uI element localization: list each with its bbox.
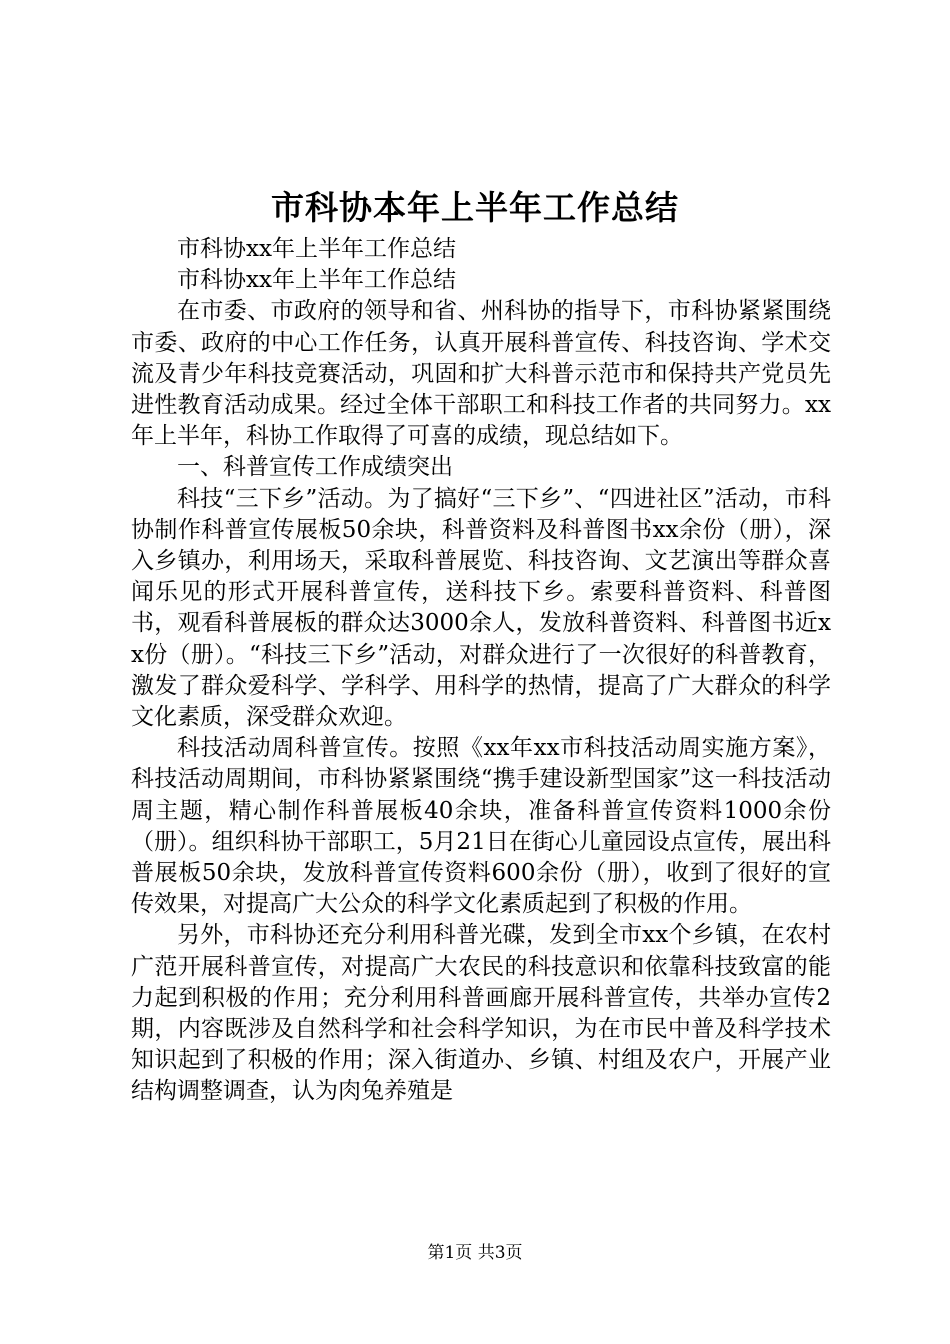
page-number-footer: 第1页 共3页 [427, 1243, 523, 1263]
section-heading: 一、科普宣传工作成绩突出 [177, 454, 453, 481]
subtitle-line: 市科协xx年上半年工作总结 [177, 236, 456, 262]
document-title: 市科协本年上半年工作总结 [271, 188, 679, 227]
body-paragraph: 科技活动周科普宣传。按照《xx年xx市科技活动周实施方案》，科技活动周期间，市科协紧紧围绕“携手建设新型国家”这一科技活动周主题，精心制作科普展板40余块，准备科普宣传资料1000余份（册）。组织科协干部职工，5月21日在街心儿童园设点宣传，展出科普展板50余块，发放科普宣传资料600余份（册），收到了很好的宣传效果，对提高广大公众的科学文化素质起到了积极的作用。 [131, 735, 831, 918]
subtitle-line: 市科协xx年上半年工作总结 [177, 267, 456, 294]
body-paragraph: 在市委、市政府的领导和省、州科协的指导下，市科协紧紧围绕市委、政府的中心工作任务，认真开展科普宣传、科技咨询、学术交流及青少年科技竞赛活动，巩固和扩大科普示范市和保持共产党员先进性教育活动成果。经过全体干部职工和科技工作者的共同努力。xx年上半年，科协工作取得了可喜的成绩，现总结如下。 [131, 298, 831, 450]
body-paragraph: 另外，市科协还充分利用科普光碟，发到全市xx个乡镇，在农村广范开展科普宣传，对提高广大农民的科技意识和依靠科技致富的能力起到积极的作用；充分利用科普画廊开展科普宣传，共举办宣传2期，内容既涉及自然科学和社会科学知识，为在市民中普及科学技术知识起到了积极的作用；深入街道办、乡镇、村组及农户，开展产业结构调整调查，认为肉兔养殖是 [131, 922, 831, 1105]
document-body [131, 234, 831, 1108]
body-paragraph: 科技“三下乡”活动。为了搞好“三下乡”、“四进社区”活动，市科协制作科普宣传展板50余块，科普资料及科普图书xx余份（册），深入乡镇办，利用场天，采取科普展览、科技咨询、文艺演出等群众喜闻乐见的形式开展科普宣传，送科技下乡。索要科普资料、科普图书，观看科普展板的群众达3000余人，发放科普资料、科普图书近xx份（册）。“科技三下乡”活动，对群众进行了一次很好的科普教育，激发了群众爱科学、学科学、用科学的热情，提高了广大群众的科学文化素质，深受群众欢迎。 [131, 485, 831, 731]
